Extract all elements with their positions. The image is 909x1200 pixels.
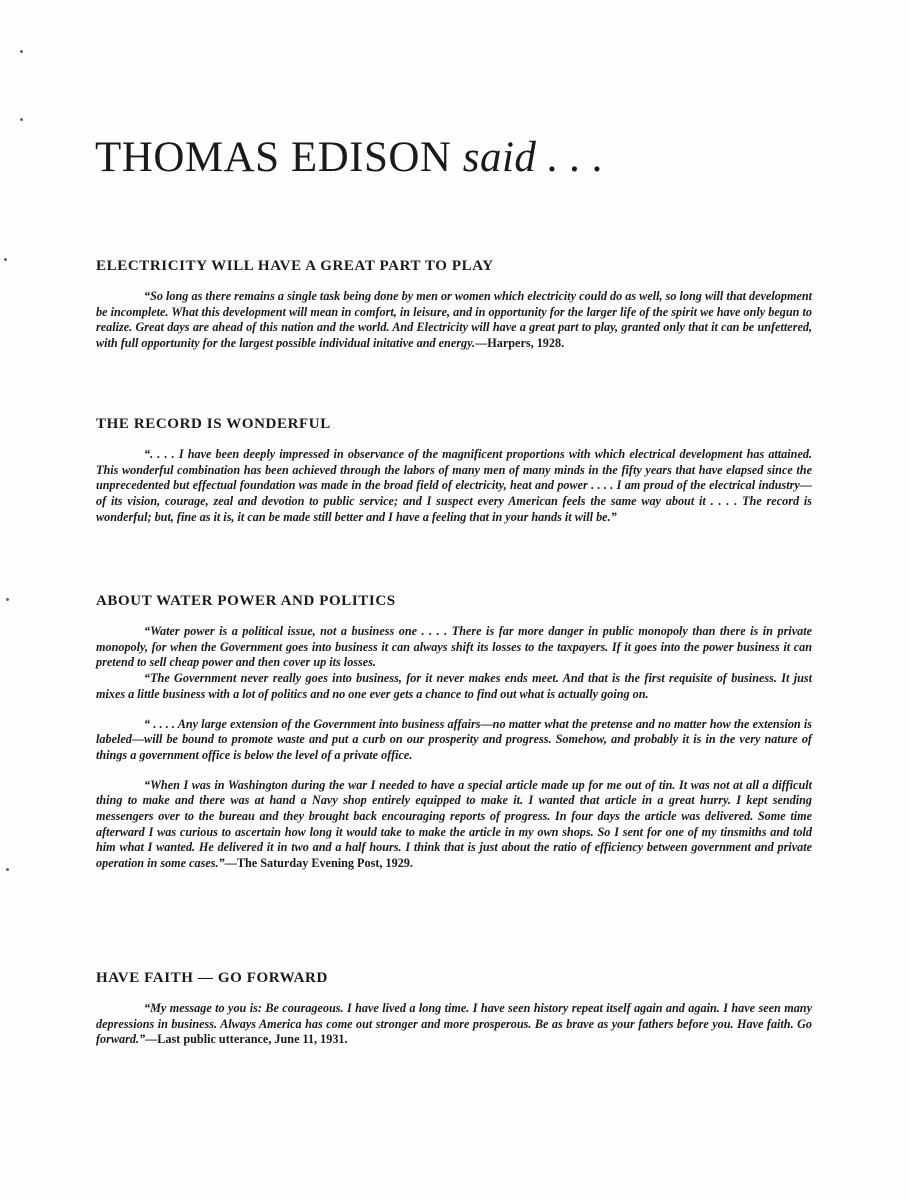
quote-text: “The Government never really goes into business, for it never makes ends meet. And that is the first requisite of business. It just mixes a little business with a lot of politics and no one ever gets a chance to find out what is actually going on. [96, 671, 812, 701]
section-record [96, 416, 812, 526]
scan-speck [4, 258, 7, 261]
quote-paragraph [96, 671, 812, 702]
quote-text: “When I was in Washington during the war I needed to have a special article made up for me out of tin. It was not at all a difficult thing to make and there was at hand a Navy shop entirely equipped to make it. I wanted that article in a great hurry. I kept sending messengers over to the bureau and they brought back encouraging reports of progress. In four days the article was delivered. Some time afterward I was curious to ascertain how long it would take to make the article in my own shops. So I sent for one of my tinsmiths and told him what I wanted. He delivered it in two and a half hours. I think that is just about the ratio of efficiency between government and private operation in some cases.” [96, 777, 812, 871]
quote-source: —Last public utterance, June 11, 1931. [145, 1032, 348, 1047]
section-heading: THE RECORD IS WONDERFUL [96, 416, 331, 432]
quote-text: “My message to you is: Be courageous. I have lived a long time. I have seen history repeat itself again and again. I have seen many depressions in business. Always America has come out stronger and more prosperous. Be as brave as your fathers before you. Have faith. Go forward.” [96, 1001, 812, 1047]
title-main: THOMAS EDISON [95, 134, 452, 181]
quote-source: —The Saturday Evening Post, 1929. [224, 856, 413, 871]
section-water-power [96, 593, 812, 872]
quote-paragraph [96, 447, 812, 526]
section-heading: HAVE FAITH — GO FORWARD [96, 970, 328, 986]
quote-text: “. . . . I have been deeply impressed in observance of the magnificent proportions with which electrical development has attained. This wonderful combination has been achieved through the labors of many men of many minds in the fifty years that have elapsed since the unprecedented but effectual foundation was made in the broad field of electricity, heat and power . . . . I am proud of the electrical industry—of its vision, courage, zeal and devotion to public service; and I suspect every American feels the same way about it . . . . The record is wonderful; but, fine as it is, it can be made still better and I have a feeling that in your hands it will be.” [96, 447, 812, 524]
quote-paragraph [96, 289, 812, 352]
quote-text: “So long as there remains a single task being done by men or women which electricity could do as well, so long will that development be incomplete. What this development will mean in comfort, in leisure, and in opportunity for the larger life of the spirit we have only begun to realize. Great days are ahead of this nation and the world. And Electricity will have a great part to play, granted only that it can be unfettered, with full opportunity for the largest possible individual initative and energy. [96, 289, 812, 351]
section-have-faith [96, 970, 812, 1048]
quote-paragraph [96, 1001, 812, 1048]
scan-speck [20, 118, 23, 121]
quote-text: “ . . . . Any large extension of the Government into business affairs—no matter what the pretense and no matter how the extension is labeled—will be bound to promote waste and put a curb on our prosperity and progress. Somehow, and probably it is in the very nature of things a government office is below the level of a private office. [96, 716, 812, 762]
scan-speck [20, 50, 23, 53]
section-heading: ABOUT WATER POWER AND POLITICS [96, 593, 396, 609]
section-heading: ELECTRICITY WILL HAVE A GREAT PART TO PLAY [96, 258, 494, 274]
quote-paragraph [96, 778, 812, 872]
quote-text: “Water power is a political issue, not a business one . . . . There is far more danger in public monopoly than there is in private monopoly, for when the Government goes into business it can always shift its losses to the taxpayers. If it goes into the power business it can pretend to sell cheap power and then cover up its losses. [96, 624, 812, 670]
scan-speck [6, 868, 9, 871]
title-said: said . . . [462, 134, 604, 181]
quote-paragraph [96, 624, 812, 671]
section-electricity [96, 258, 812, 352]
page-title [95, 133, 604, 182]
quote-paragraph [96, 717, 812, 764]
scan-speck [6, 598, 9, 601]
quote-source: —Harpers, 1928. [475, 336, 565, 351]
